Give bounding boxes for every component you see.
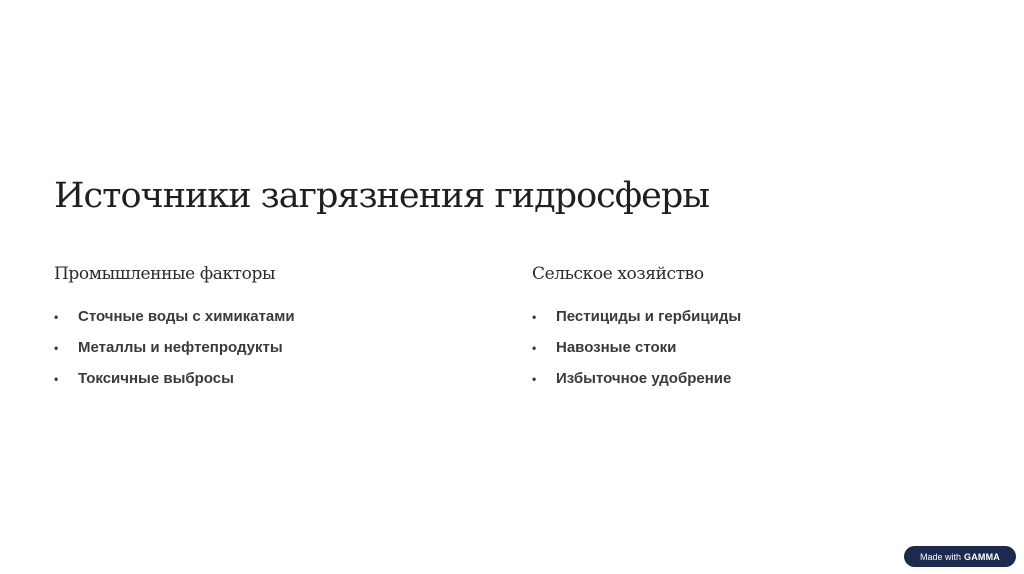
gamma-logo: GAMMA: [964, 551, 1001, 562]
list-item: [532, 301, 952, 332]
list-item: [54, 332, 474, 363]
list-item-text: Навозные стоки: [556, 339, 677, 356]
list-item: [54, 363, 474, 394]
list-item-text: Металлы и нефтепродукты: [78, 339, 283, 356]
column-heading: Промышленные факторы: [54, 264, 276, 284]
made-with-gamma-badge[interactable]: [904, 546, 1016, 567]
list-item: [532, 363, 952, 394]
bullet-icon: •: [532, 371, 537, 386]
list-item: [532, 332, 952, 363]
list-item-text: Пестициды и гербициды: [556, 308, 742, 325]
slide-title: Источники загрязнения гидросферы: [54, 176, 710, 216]
column-agriculture: [532, 264, 952, 394]
bullet-icon: •: [54, 340, 59, 355]
list-item-text: Токсичные выбросы: [78, 370, 234, 387]
list-item: [54, 301, 474, 332]
bullet-icon: •: [54, 371, 59, 386]
bullet-list: [54, 301, 474, 394]
bullet-icon: •: [532, 340, 537, 355]
column-industrial: [54, 264, 474, 394]
list-item-text: Сточные воды с химикатами: [78, 308, 295, 325]
badge-prefix: Made with: [919, 551, 962, 562]
bullet-list: [532, 301, 952, 394]
bullet-icon: •: [54, 309, 59, 324]
list-item-text: Избыточное удобрение: [556, 370, 732, 387]
bullet-icon: •: [532, 309, 537, 324]
column-heading: Сельское хозяйство: [532, 264, 704, 284]
